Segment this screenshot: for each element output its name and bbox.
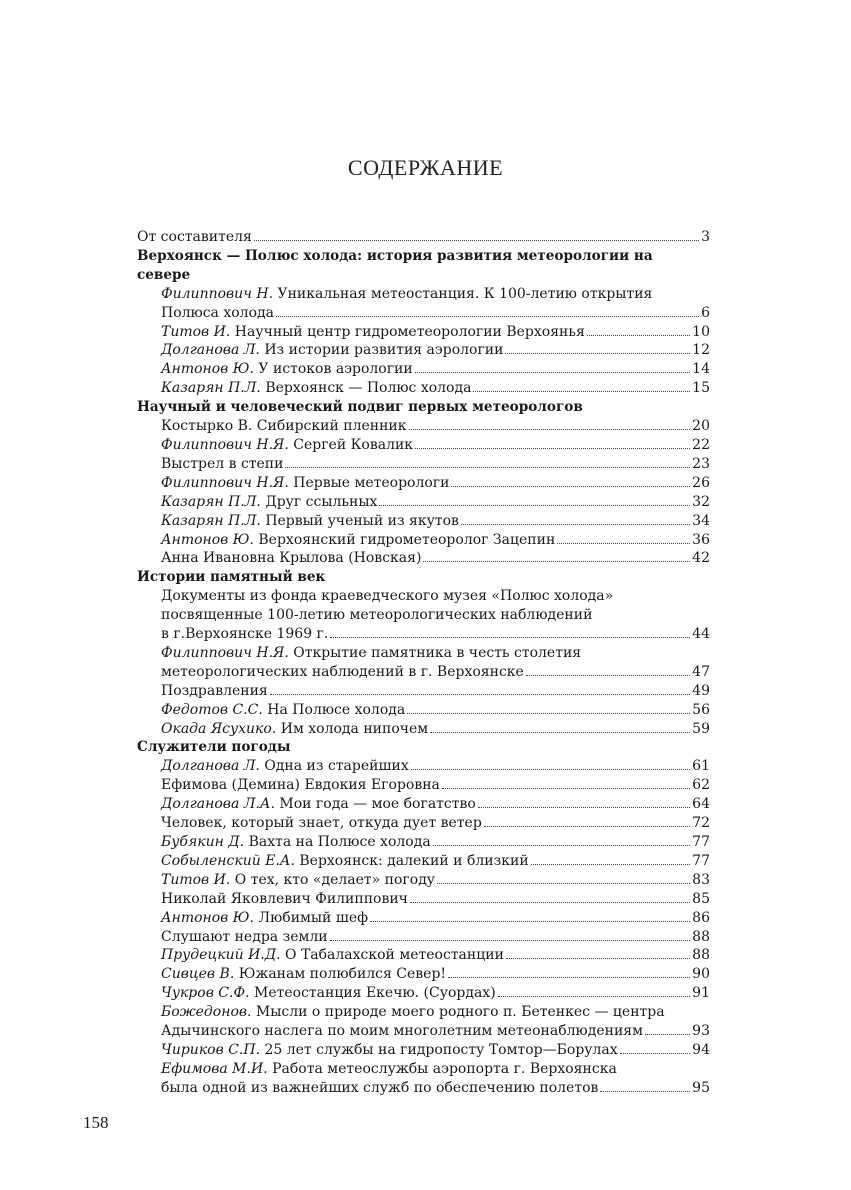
dot-leader — [423, 561, 690, 562]
entry-title — [161, 890, 408, 909]
entry-title-text: Полюса холода — [161, 304, 274, 321]
dot-leader — [557, 543, 690, 544]
entry-last-line — [137, 909, 710, 928]
entry-last-line — [137, 341, 710, 360]
entry-author: Антонов Ю. — [161, 909, 254, 926]
entry-page: 85 — [692, 890, 710, 907]
toc-entry[interactable] — [137, 890, 710, 909]
toc-entry[interactable] — [137, 341, 710, 360]
entry-title-part: посвященные 100-летию метеорологических наблюдений — [161, 607, 593, 624]
dot-leader — [498, 996, 691, 997]
section-heading[interactable]: Научный и человеческий подвиг первых метеорологов — [137, 399, 583, 416]
entry-last-line — [137, 946, 710, 965]
toc-entry[interactable] — [137, 285, 710, 323]
entry-author: Филиппович Н.Я. — [161, 436, 289, 453]
entry-title-text: Адычинского наслега по моим многолетним метеонаблюдениям — [161, 1023, 643, 1040]
entry-title — [161, 833, 431, 852]
entry-page: 20 — [692, 418, 710, 435]
entry-last-line — [137, 871, 710, 890]
entry-page: 56 — [692, 701, 710, 718]
dot-leader — [370, 921, 690, 922]
entry-page: 23 — [692, 455, 710, 472]
toc-entry[interactable] — [137, 379, 710, 398]
entry-author: Титов И. — [161, 323, 231, 340]
entry-title-text: Костырко В. Сибирский пленник — [161, 418, 407, 435]
entry-title-text: Первые метеорологи — [293, 474, 450, 491]
entry-page: 88 — [692, 928, 710, 945]
entry-last-line — [137, 1022, 710, 1041]
entry-title — [161, 360, 413, 379]
entry-page: 44 — [692, 626, 710, 643]
entry-page: 86 — [692, 909, 710, 926]
dot-leader — [600, 1091, 690, 1092]
toc-entry[interactable] — [137, 549, 710, 568]
entry-page: 49 — [692, 682, 710, 699]
entry-last-line — [137, 323, 710, 342]
entry-title — [161, 701, 405, 720]
entry-page: 91 — [692, 985, 710, 1002]
toc-entry[interactable] — [137, 474, 710, 493]
entry-last-line — [137, 757, 710, 776]
entry-title — [161, 304, 274, 323]
entry-author: Чириков С.П. — [161, 1041, 261, 1058]
toc-entry-intro[interactable] — [137, 228, 710, 247]
entry-author: Долганова Л. — [161, 758, 260, 775]
entry-author: Антонов Ю. — [161, 531, 254, 548]
entry-title-text: Поздравления — [161, 682, 268, 699]
entry-title-text: О Табалахской метеостанции — [285, 947, 504, 964]
dot-leader — [409, 429, 691, 430]
toc-entry[interactable] — [137, 720, 710, 739]
dot-leader — [407, 713, 690, 714]
entry-page: 77 — [692, 852, 710, 869]
entry-page: 93 — [692, 1023, 710, 1040]
entry-page: 95 — [692, 1079, 710, 1096]
entry-last-line — [137, 625, 710, 644]
entry-title — [161, 1041, 618, 1060]
dot-leader — [478, 807, 690, 808]
entry-title-text: Анна Ивановна Крылова (Новская) — [161, 550, 422, 567]
dot-leader — [526, 675, 690, 676]
toc-entry[interactable] — [137, 493, 710, 512]
entry-title-part: Уникальная метеостанция. К 100-летию открытия — [277, 285, 653, 302]
entry-title-text: У истоков аэрологии — [258, 361, 413, 378]
entry-page: 72 — [692, 815, 710, 832]
entry-page: 77 — [692, 834, 710, 850]
entry-author: Собыленский Е.А. — [161, 852, 295, 869]
entry-title-text: Первый ученый из якутов — [265, 512, 459, 529]
entry-title-text: Вахта на Полюсе холода — [248, 834, 431, 850]
entry-last-line — [137, 795, 710, 814]
entry-title-text: была одной из важнейших служб по обеспечению полетов — [161, 1079, 599, 1096]
entry-last-line — [137, 928, 710, 947]
entry-last-line — [137, 531, 710, 550]
toc-entry[interactable] — [137, 965, 710, 984]
entry-author: Долганова Л.А. — [161, 796, 275, 813]
entry-page: 42 — [692, 550, 710, 567]
entry-last-line — [137, 436, 710, 455]
entry-title — [161, 984, 496, 1003]
entry-title-part: Документы из фонда краеведческого музея «Полюс холода» — [161, 588, 614, 605]
entry-last-line — [137, 455, 710, 474]
section-heading[interactable]: Истории памятный век — [137, 569, 326, 586]
entry-page: 15 — [692, 380, 710, 397]
entry-last-line — [137, 984, 710, 1003]
dot-leader — [410, 902, 690, 903]
entry-title-text: Выстрел в степи — [161, 455, 284, 472]
entry-page: 36 — [692, 531, 710, 548]
toc-entry[interactable] — [137, 871, 710, 890]
entry-title — [161, 436, 413, 455]
entry-last-line — [137, 701, 710, 720]
entry-author: Окада Ясухико. — [161, 720, 277, 737]
entry-author: Казарян П.Л. — [161, 493, 261, 510]
toc-entry[interactable] — [137, 587, 710, 644]
dot-leader — [285, 467, 690, 468]
entry-title — [161, 379, 471, 398]
entry-title-text: Из истории развития аэрологии — [264, 342, 504, 359]
dot-leader — [437, 883, 690, 884]
entry-title-text: Метеостанция Екечю. (Суордах) — [253, 985, 496, 1002]
entry-line — [137, 644, 710, 663]
entry-author: Бубякин Д. — [161, 834, 245, 850]
entry-author: Ефимова М.И. — [161, 1060, 268, 1077]
entry-title-text: в г.Верхоянске 1969 г. — [161, 626, 329, 643]
entry-last-line — [137, 720, 710, 739]
entry-title — [161, 720, 428, 739]
entry-author: Казарян П.Л. — [161, 512, 261, 529]
entry-author: Казарян П.Л. — [161, 380, 261, 397]
entry-last-line — [137, 663, 710, 682]
entry-title-text: Одна из старейших — [264, 758, 409, 775]
entry-title — [161, 341, 503, 360]
entry-page: 12 — [692, 342, 710, 359]
toc-entry[interactable] — [137, 928, 710, 947]
entry-title — [161, 417, 407, 436]
table-of-contents — [137, 228, 710, 1098]
dot-leader — [451, 486, 690, 487]
toc-entry[interactable] — [137, 323, 710, 342]
toc-entry[interactable] — [137, 1003, 710, 1041]
toc-entry[interactable] — [137, 644, 710, 682]
dot-leader — [411, 769, 690, 770]
entry-page: 47 — [692, 663, 710, 680]
entry-last-line — [137, 304, 710, 323]
toc-entry[interactable] — [137, 512, 710, 531]
entry-page: 34 — [692, 512, 710, 529]
entry-title — [161, 512, 459, 531]
entry-title-text: Ефимова (Демина) Евдокия Егоровна — [161, 777, 440, 794]
entry-title — [161, 871, 435, 890]
entry-last-line — [137, 1041, 710, 1060]
dot-leader — [379, 505, 690, 506]
toc-entry[interactable] — [137, 984, 710, 1003]
entry-title — [161, 1079, 598, 1098]
entry-title-part: Мысли о природе моего родного п. Бетенкес — центра — [255, 1004, 665, 1021]
entry-title — [161, 1022, 643, 1041]
entry-title-text: Любимый шеф — [258, 909, 369, 926]
entry-title — [161, 928, 328, 947]
entry-page: 62 — [692, 777, 710, 794]
toc-entry[interactable] — [137, 360, 710, 379]
entry-title — [161, 795, 476, 814]
entry-author: Титов И. — [161, 871, 231, 888]
entry-last-line — [137, 682, 710, 701]
entry-title-text: Слушают недра земли — [161, 928, 328, 945]
page-number: 158 — [83, 1113, 109, 1132]
entry-author: Прудецкий И.Д. — [161, 947, 281, 964]
entry-line — [137, 606, 710, 625]
entry-page: 94 — [692, 1041, 710, 1058]
entry-last-line — [137, 833, 710, 852]
toc-entry[interactable] — [137, 1041, 710, 1060]
entry-page: 88 — [692, 947, 710, 964]
entry-title-text: Верхоянск — Полюс холода — [265, 380, 472, 397]
toc-entry[interactable] — [137, 436, 710, 455]
dot-leader — [330, 637, 690, 638]
entry-title — [161, 474, 449, 493]
toc-entry[interactable] — [137, 833, 710, 852]
entry-last-line — [137, 852, 710, 871]
entry-title — [161, 549, 421, 568]
entry-page: 26 — [692, 474, 710, 491]
section-heading[interactable]: Служители погоды — [137, 739, 291, 756]
toc-entry[interactable] — [137, 701, 710, 720]
entry-title-text: Научный центр гидрометеорологии Верхоянья — [234, 323, 585, 340]
dot-leader — [505, 353, 690, 354]
dot-leader — [415, 448, 690, 449]
entry-title — [161, 946, 504, 965]
dot-leader — [430, 732, 690, 733]
entry-title — [161, 323, 585, 342]
dot-leader — [506, 958, 690, 959]
toc-entry[interactable] — [137, 531, 710, 550]
dot-leader — [330, 940, 691, 941]
entry-title-text: Друг ссыльных — [265, 493, 378, 510]
entry-page: 61 — [692, 758, 710, 775]
entry-last-line — [137, 474, 710, 493]
toc-entry[interactable] — [137, 455, 710, 474]
dot-leader — [461, 524, 690, 525]
entry-page: 10 — [692, 323, 710, 340]
entry-title-text: Верхоянск: далекий и близкий — [299, 852, 529, 869]
entry-title-text: На Полюсе холода — [267, 701, 406, 718]
entry-page: 3 — [701, 229, 710, 245]
entry-title — [161, 776, 440, 795]
entry-last-line — [137, 493, 710, 512]
entry-page: 59 — [692, 720, 710, 737]
dot-leader — [254, 240, 699, 241]
dot-leader — [531, 864, 691, 865]
entry-page: 90 — [692, 966, 710, 983]
dot-leader — [415, 372, 690, 373]
entry-page: 32 — [692, 493, 710, 510]
entry-last-line — [137, 549, 710, 568]
entry-last-line — [137, 379, 710, 398]
entry-line — [137, 1003, 710, 1022]
toc-entry[interactable] — [137, 852, 710, 871]
entry-title-text: 25 лет службы на гидропосту Томтор—Борулах — [264, 1041, 618, 1058]
entry-page: 14 — [692, 361, 710, 378]
entry-page: 83 — [692, 871, 710, 888]
entry-last-line — [137, 965, 710, 984]
entry-last-line — [137, 512, 710, 531]
entry-title-text: Верхоянский гидрометеоролог Зацепин — [258, 531, 556, 548]
entry-title-text: Человек, который знает, откуда дует ветер — [161, 815, 482, 832]
toc-entry[interactable] — [137, 909, 710, 928]
entry-title: От составителя — [137, 229, 252, 245]
entry-author: Федотов С.С. — [161, 701, 263, 718]
entry-line — [137, 285, 710, 304]
toc-entry[interactable] — [137, 417, 710, 436]
entry-title — [161, 965, 446, 984]
toc-entry[interactable] — [137, 795, 710, 814]
entry-author: Божедонов. — [161, 1004, 252, 1021]
entry-title — [161, 682, 268, 701]
toc-entry[interactable] — [137, 757, 710, 776]
entry-title-text: Им холода нипочем — [280, 720, 429, 737]
dot-leader — [484, 826, 690, 827]
entry-title-part: Работа метеослужбы аэропорта г. Верхоянска — [272, 1060, 617, 1077]
entry-author: Долганова Л. — [161, 342, 260, 359]
dot-leader — [645, 1034, 690, 1035]
dot-leader — [442, 788, 690, 789]
entry-author: Антонов Ю. — [161, 361, 254, 378]
dot-leader — [276, 316, 699, 317]
entry-title-text: Николай Яковлевич Филиппович — [161, 890, 408, 907]
dot-leader — [433, 845, 691, 846]
dot-leader — [620, 1053, 690, 1054]
entry-title — [161, 663, 524, 682]
toc-entry[interactable] — [137, 682, 710, 701]
toc-entry[interactable] — [137, 1060, 710, 1098]
entry-last-line — [137, 890, 710, 909]
dot-leader — [448, 977, 690, 978]
entry-page: 6 — [701, 304, 710, 321]
entry-last-line — [137, 1079, 710, 1098]
entry-title — [161, 455, 283, 474]
entry-title-text: Мои года — мое богатство — [279, 796, 476, 813]
entry-title — [161, 814, 482, 833]
entry-title — [161, 493, 377, 512]
entry-title-text: Южанам полюбился Север! — [238, 966, 447, 983]
entry-title-text: Сергей Ковалик — [293, 436, 414, 453]
entry-last-line — [137, 360, 710, 379]
page-title: СОДЕРЖАНИЕ — [347, 155, 504, 180]
entry-author: Филиппович Н.Я. — [161, 474, 289, 491]
entry-last-line — [137, 417, 710, 436]
entry-author: Филиппович Н.Я. — [161, 644, 289, 661]
entry-author: Сивцев В. — [161, 966, 235, 983]
entry-page: 22 — [692, 436, 710, 453]
entry-title-text: метеорологических наблюдений в г. Верхоянске — [161, 663, 524, 680]
entry-last-line — [137, 776, 710, 795]
entry-title — [161, 531, 555, 550]
entry-title — [161, 852, 529, 871]
dot-leader — [473, 391, 690, 392]
entry-author: Чукров С.Ф. — [161, 985, 250, 1002]
entry-title — [161, 625, 328, 644]
toc-entry[interactable] — [137, 814, 710, 833]
entry-line — [137, 1060, 710, 1079]
dot-leader — [587, 335, 690, 336]
toc-entry[interactable] — [137, 776, 710, 795]
dot-leader — [270, 694, 690, 695]
toc-entry[interactable] — [137, 946, 710, 965]
entry-page: 64 — [692, 796, 710, 813]
entry-last-line — [137, 814, 710, 833]
entry-title — [161, 757, 409, 776]
entry-title-text: О тех, кто «делает» погоду — [234, 871, 436, 888]
entry-line — [137, 587, 710, 606]
entry-author: Филиппович Н. — [161, 285, 274, 302]
entry-title — [161, 909, 368, 928]
section-heading[interactable]: Верхоянск — Полюс холода: история развития метеорологии на севере — [137, 247, 653, 283]
entry-title-part: Открытие памятника в честь столетия — [293, 644, 582, 661]
